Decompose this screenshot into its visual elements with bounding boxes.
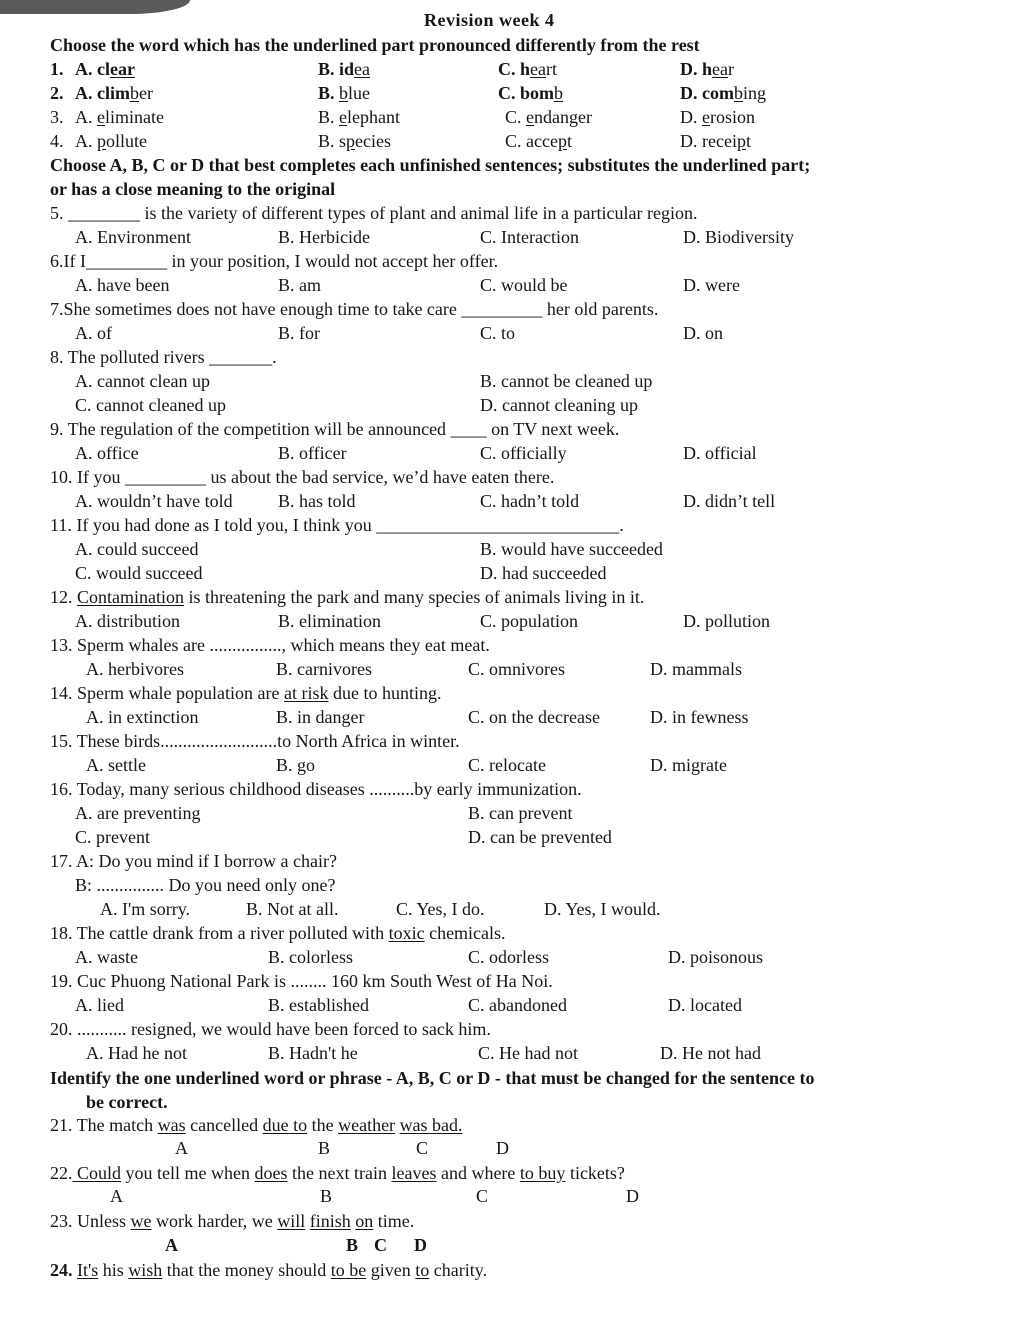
option-d: D. located [668, 995, 742, 1015]
question-stem: 15. These birds..........................to North Africa in winter. [50, 731, 460, 751]
option-c: C. endanger [505, 107, 592, 127]
option-b: B. established [268, 995, 369, 1015]
option-a: A. Environment [75, 227, 191, 247]
option-d: D. combing [680, 83, 766, 103]
label-c: C [476, 1186, 489, 1206]
question-stem: 13. Sperm whales are ................, which means they eat meat. [50, 635, 490, 655]
option-c: C. bomb [498, 83, 564, 103]
option-b: B. cannot be cleaned up [480, 371, 653, 391]
option-c: C. He had not [478, 1043, 578, 1063]
question-number: 1. [50, 59, 64, 79]
option-a: A. have been [75, 275, 170, 295]
label-d: D [414, 1235, 427, 1255]
option-b: B. officer [278, 443, 347, 463]
option-c: C. hadn’t told [480, 491, 580, 511]
option-a: A. I'm sorry. [100, 899, 191, 919]
question-stem: 8. The polluted rivers _______. [50, 347, 277, 367]
option-a: A. climber [75, 83, 153, 103]
option-d: D. had succeeded [480, 563, 607, 583]
option-c: C. population [480, 611, 578, 631]
option-a: A. distribution [75, 611, 181, 631]
question-stem: 5. ________ is the variety of different types of plant and animal life in a particular region. [50, 203, 698, 223]
option-c: C. prevent [75, 827, 150, 847]
dialogue-line-b: B: ............... Do you need only one? [75, 875, 336, 895]
option-d: D. poisonous [668, 947, 764, 967]
option-d: D. official [683, 443, 757, 463]
option-c: C. Interaction [480, 227, 579, 247]
option-d: D. pollution [683, 611, 771, 631]
option-b: B. carnivores [276, 659, 372, 679]
option-a: A. in extinction [86, 707, 199, 727]
option-d: D. He not had [660, 1043, 761, 1063]
option-c: C. relocate [468, 755, 546, 775]
option-c: C. Yes, I do. [396, 899, 485, 919]
option-a: A. pollute [75, 131, 147, 151]
top-corner-shadow [0, 0, 190, 14]
option-c: C. omnivores [468, 659, 565, 679]
question-stem: 6.If I_________ in your position, I would not accept her offer. [50, 251, 499, 271]
option-d: D. cannot cleaning up [480, 395, 638, 415]
question-stem: 11. If you had done as I told you, I think you ___________________________. [50, 515, 624, 535]
section-heading-mcq-cont: or has a close meaning to the original [50, 179, 336, 199]
option-d: D. can be prevented [468, 827, 612, 847]
option-c: C. cannot cleaned up [75, 395, 226, 415]
option-b: B. elephant [318, 107, 400, 127]
option-a: A. cannot clean up [75, 371, 210, 391]
option-c: C. would be [480, 275, 568, 295]
option-b: B. colorless [268, 947, 353, 967]
question-stem: 12. Contamination is threatening the park and many species of animals living in it. [50, 587, 645, 607]
option-a: A. herbivores [86, 659, 184, 679]
option-d: D. on [683, 323, 723, 343]
question-stem: 7.She sometimes does not have enough time to take care _________ her old parents. [50, 299, 659, 319]
label-d: D [626, 1186, 639, 1206]
section-heading-error-id-cont: be correct. [86, 1092, 168, 1112]
option-b: B. Hadn't he [268, 1043, 358, 1063]
option-c: C. would succeed [75, 563, 203, 583]
question-stem: 16. Today, many serious childhood diseases ..........by early immunization. [50, 779, 582, 799]
question-stem: 20. ........... resigned, we would have been forced to sack him. [50, 1019, 491, 1039]
section-heading-mcq: Choose A, B, C or D that best completes each unfinished sentences; substitutes the underlined part; [50, 155, 811, 175]
option-c: C. to [480, 323, 516, 343]
option-b: B. has told [278, 491, 356, 511]
option-a: A. wouldn’t have told [75, 491, 233, 511]
option-a: A. of [75, 323, 112, 343]
question-stem: 10. If you _________ us about the bad service, we’d have eaten there. [50, 467, 555, 487]
question-stem: 19. Cuc Phuong National Park is ........ 160 km South West of Ha Noi. [50, 971, 553, 991]
option-a: A. waste [75, 947, 138, 967]
option-b: B. Not at all. [246, 899, 339, 919]
question-stem: 24. It's his wish that the money should to be given to charity. [50, 1260, 488, 1280]
option-b: B. in danger [276, 707, 365, 727]
option-b: B. can prevent [468, 803, 573, 823]
question-stem: 18. The cattle drank from a river polluted with toxic chemicals. [50, 923, 506, 943]
option-d: D. hear [680, 59, 734, 79]
option-d: D. receipt [680, 131, 751, 151]
option-b: B. elimination [278, 611, 381, 631]
option-d: D. didn’t tell [683, 491, 776, 511]
label-d: D [496, 1138, 509, 1158]
option-b: B. for [278, 323, 320, 343]
option-c: C. heart [498, 59, 557, 79]
option-d: D. mammals [650, 659, 742, 679]
label-b: B [318, 1138, 331, 1158]
section-heading-pronunciation: Choose the word which has the underlined part pronounced differently from the rest [50, 35, 700, 55]
option-c: C. accept [505, 131, 572, 151]
option-b: B. species [318, 131, 391, 151]
question-number: 2. [50, 83, 64, 103]
option-a: A. settle [86, 755, 146, 775]
option-a: A. are preventing [75, 803, 201, 823]
label-b: B [320, 1186, 333, 1206]
question-stem: 22. Could you tell me when does the next train leaves and where to buy tickets? [50, 1163, 625, 1183]
option-c: C. abandoned [468, 995, 567, 1015]
option-c: C. officially [480, 443, 567, 463]
option-b: B. would have succeeded [480, 539, 663, 559]
option-c: C. on the decrease [468, 707, 600, 727]
label-a: A [165, 1235, 178, 1255]
option-b: B. am [278, 275, 321, 295]
option-d: D. Yes, I would. [544, 899, 661, 919]
option-b: B. idea [318, 59, 371, 79]
option-a: A. could succeed [75, 539, 199, 559]
option-d: D. Biodiversity [683, 227, 794, 247]
option-b: B. blue [318, 83, 371, 103]
option-d: D. were [683, 275, 740, 295]
question-stem: 9. The regulation of the competition will be announced ____ on TV next week. [50, 419, 620, 439]
label-a: A [175, 1138, 188, 1158]
label-a: A [110, 1186, 123, 1206]
option-a: A. office [75, 443, 139, 463]
question-stem: 17. A: Do you mind if I borrow a chair? [50, 851, 337, 871]
option-d: D. migrate [650, 755, 727, 775]
label-c: C [374, 1235, 387, 1255]
option-a: A. clear [75, 59, 135, 79]
question-stem: 21. The match was cancelled due to the weather was bad. [50, 1115, 463, 1135]
option-d: D. erosion [680, 107, 755, 127]
label-b: B [346, 1235, 359, 1255]
option-a: A. lied [75, 995, 124, 1015]
page-title: Revision week 4 [424, 10, 555, 30]
option-b: B. Herbicide [278, 227, 370, 247]
section-heading-error-id: Identify the one underlined word or phrase - A, B, C or D - that must be changed for the sentence to [50, 1068, 815, 1088]
question-stem: 14. Sperm whale population are at risk due to hunting. [50, 683, 442, 703]
label-c: C [416, 1138, 429, 1158]
question-stem: 23. Unless we work harder, we will finish on time. [50, 1211, 415, 1231]
option-a: A. eliminate [75, 107, 164, 127]
option-d: D. in fewness [650, 707, 749, 727]
option-b: B. go [276, 755, 316, 775]
question-number: 4. [50, 131, 64, 151]
option-c: C. odorless [468, 947, 549, 967]
question-number: 3. [50, 107, 64, 127]
option-a: A. Had he not [86, 1043, 187, 1063]
